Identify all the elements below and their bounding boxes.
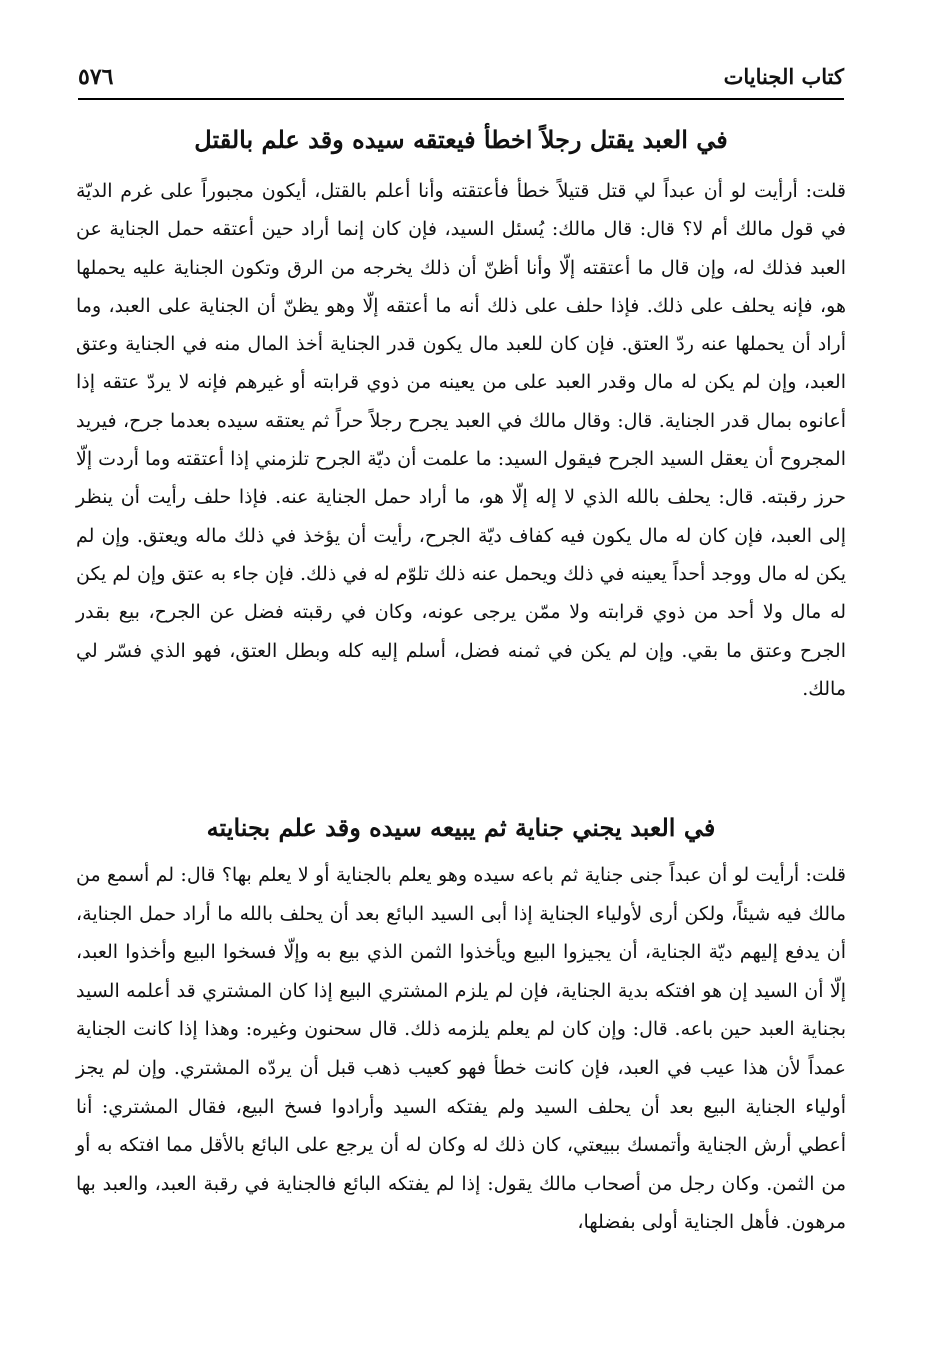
running-title: كتاب الجنايات [723, 64, 844, 89]
section-slave-kills-then-freed [76, 120, 846, 708]
section-body: قلت: أرأيت لو أن عبداً لي قتل قتيلاً خطأ فأعتقته وأنا أعلم بالقتل، أيكون مجبوراً على غرم الديّة في قول مالك أم لا؟ قال: قال مالك: يُسئل السيد، فإن كان إنما أراد حين أعتقه حمل الجناية عن العبد فذلك له، وإن قال ما أعتقته إلّا وأنا أظنّ أن ذلك يخرجه من الرق وتكون الجناية عليه يحملها هو، فإنه يحلف على ذلك. فإذا حلف على ذلك أنه ما أعتقه إلّا وهو يظنّ أن الجناية على العبد، وما أراد أن يحملها عنه ردّ العتق. فإن كان للعبد مال يكون قدر الجناية أخذ المال منه في الجناية وعتق العبد، وإن لم يكن له مال وقدر العبد على من يعينه من ذوي قرابته أو غيرهم فإنه لا يردّ عتقه إذا أعانوه بمال قدر الجناية. قال: وقال مالك في العبد يجرح رجلاً حراً ثم يعتقه سيده بعدما جرح، فيريد المجروح أن يعقل السيد الجرح فيقول السيد: ما علمت أن ديّة الجرح تلزمني إذا أعتقته وما أردت إلّا حرز رقبته. قال: يحلف بالله الذي لا إله إلّا هو، ما أراد حمل الجناية عنه. فإذا حلف رأيت أن ينظر إلى العبد، فإن كان له مال يكون فيه كفاف ديّة الجرح، رأيت أن يؤخذ في ذلك ماله ويعتق. وإن لم يكن له مال ووجد أحداً يعينه في ذلك ويحمل عنه ذلك تلوّم له في ذلك. فإن جاء به عتق وإن لم يكن له مال ولا أحد من ذوي قرابته ولا ممّن يرجى عونه، وكان في رقبته فضل عن الجرح، بيع بقدر الجرح وعتق ما بقي. وإن لم يكن في ثمنه فضل، أسلم إليه كله وبطل العتق، فهو الذي فسّر لي مالك. [76, 180, 846, 700]
section-slave-sold-after-crime [76, 808, 846, 1242]
section-title: في العبد يقتل رجلاً اخطأ فيعتقه سيده وقد علم بالقتل [194, 125, 728, 154]
page-header [78, 58, 844, 100]
section-body: قلت: أرأيت لو أن عبداً جنى جناية ثم باعه سيده وهو يعلم بالجناية أو لا يعلم بها؟ قال: لم أسمع من مالك فيه شيئاً، ولكن أرى لأولياء الجناية إذا أبى السيد البائع بعد أن يحلف بالله ما أراد حمل الجناية، أن يدفع إليهم ديّة الجناية، أن يجيزوا البيع ويأخذوا الثمن الذي بيع به وإلّا فسخوا البيع وأخذوا العبد، إلّا أن السيد إن هو افتكه بدية الجناية، فإن لم يلزم المشتري البيع إذا كان المشتري قد أعلمه السيد بجناية العبد حين باعه. قال: وإن كان لم يعلم يلزمه ذلك. قال سحنون وغيره: وهذا إذا كانت الجناية عمداً لأن هذا عيب في العبد، فإن كانت خطأ فهو كعيب ذهب قبل أن يردّه المشتري. وإن لم يجز أولياء الجناية البيع بعد أن يحلف السيد ولم يفتكه السيد وأرادوا فسخ البيع، فقال المشتري: أنا أعطي أرش الجناية وأتمسك ببيعتي، كان ذلك له وكان له أن يرجع على البائع بالأقل مما افتكه به أو من الثمن. وكان رجل من أصحاب مالك يقول: إذا لم يفتكه البائع فالجناية في رقبة العبد، والعبد بها مرهون. فأهل الجناية أولى بفضلها، [76, 864, 846, 1234]
page-number: ٥٧٦ [78, 64, 114, 90]
section-title: في العبد يجني جناية ثم يبيعه سيده وقد علم بجنايته [206, 813, 716, 842]
